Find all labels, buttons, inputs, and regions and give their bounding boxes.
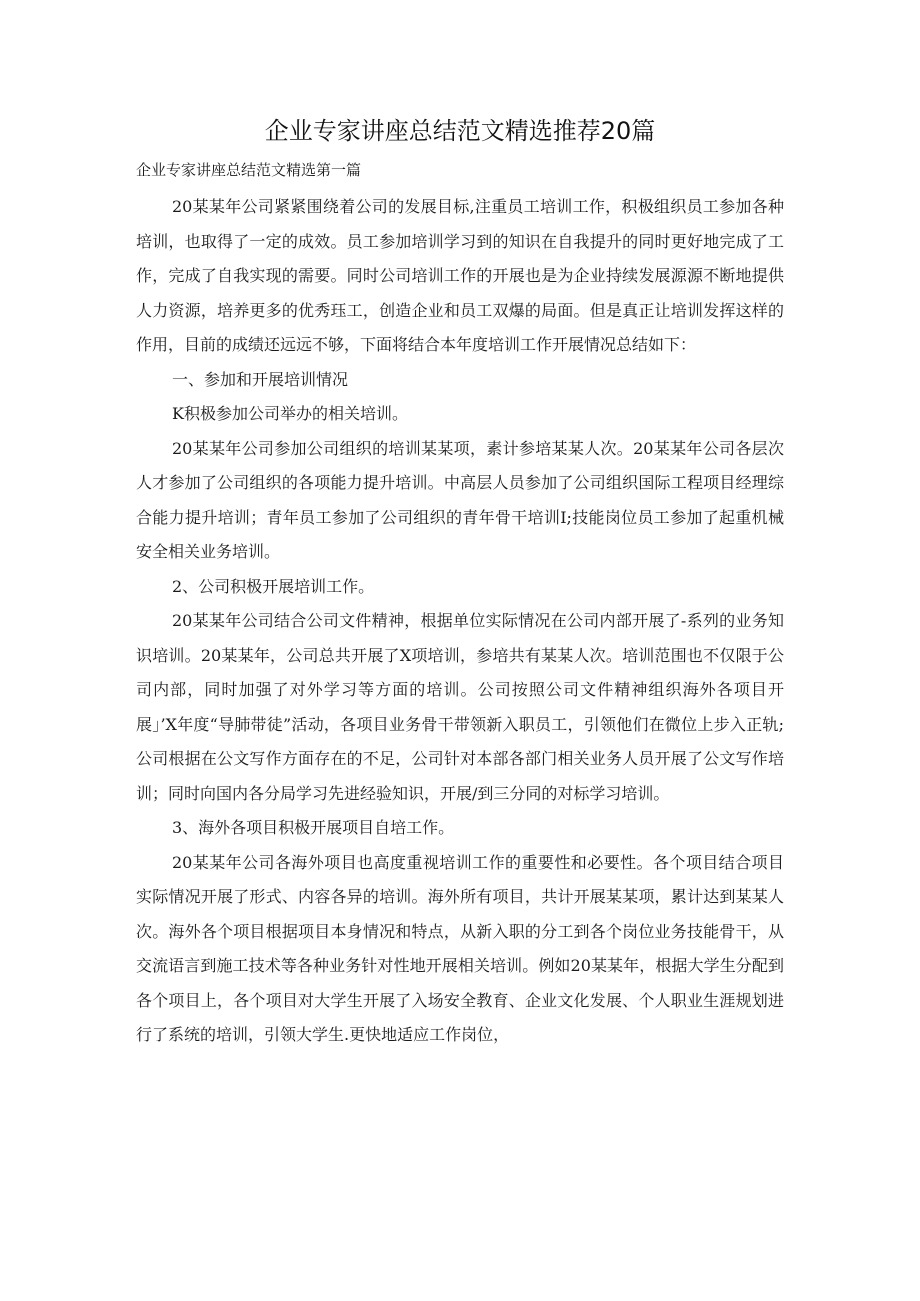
- paragraph-intro: 20某某年公司紧紧围绕着公司的发展目标,注重员工培训工作，积极组织员工参加各种培训，也取得了一定的成效。员工参加培训学习到的知识在自我提升的同时更好地完成了工作，完成了自我实现的需要。同时公司培训工作的开展也是为企业持续发展源源不断地提供人力资源，培养更多的优秀珏工，创造企业和员工双爆的局面。但是真正让培训发挥这样的作用，目前的成绩还远远不够，下面将结合本年度培训工作开展情况总结如下：: [136, 197, 784, 354]
- document-subtitle: 企业专家讲座总结范文精选第一篇: [136, 161, 362, 179]
- document-body: [136, 190, 784, 1053]
- subsection-heading-1: K积极参加公司举办的相关培训。: [172, 404, 408, 423]
- document-title: 企业专家讲座总结范文精选推荐20篇: [264, 117, 656, 145]
- paragraph-company-training: 20某某年公司参加公司组织的培训某某项，素计参培某某人次。20某某年公司各层次人才参加了公司组织的各项能力提升培训。中高层人员参加了公司组织国际工程项目经理综合能力提升培训；青年员工参加了公司组织的青年骨干培训I;技能岗位员工参加了起重机械安全相关业务培训。: [136, 438, 784, 561]
- subsection-heading-3: 3、海外各项目积极开展项目自培工作。: [172, 818, 455, 837]
- subsection-heading-2: 2、公司积极开展培训工作。: [172, 576, 375, 596]
- paragraph-overseas-training: 20某某年公司各海外项目也高度重视培训工作的重要性和必要性。各个项目结合项目实际情况开展了形式、内容各异的培训。海外所有项目，共计开展某某项，累计达到某某人次。海外各个项目根据项目本身情况和特点，从新入职的分工到各个岗位业务技能骨干，从交流语言到施工技术等各种业务针对性地开展相关培训。例如20某某年，根据大学生分配到各个项目上，各个项目对大学生开展了入场安全教育、企业文化发展、个人职业生涯规划进行了系统的培训，引领大学生.更快地适应工作岗位，: [136, 852, 784, 1044]
- section-heading-1: 一、参加和开展培训情况: [172, 369, 349, 389]
- paragraph-internal-training: 20某某年公司结合公司文件精神，根据单位实际情况在公司内部开展了-系列的业务知识培训。20某某年，公司总共开展了X项培训，参培共有某某人次。培训范围也不仅限于公司内部，同时加强了对外学习等方面的培训。公司按照公司文件精神组织海外各项目开展」’X年度“导肺带徒”活动，各项目业务骨干带领新入职员工，引领他们在微位上步入正轨;公司根据在公文写作方面存在的不足，公司针对本部各部门相关业务人员开展了公文写作培训；同时向国内各分局学习先进经验知识，开展/到三分同的对标学习培训。: [136, 611, 784, 803]
